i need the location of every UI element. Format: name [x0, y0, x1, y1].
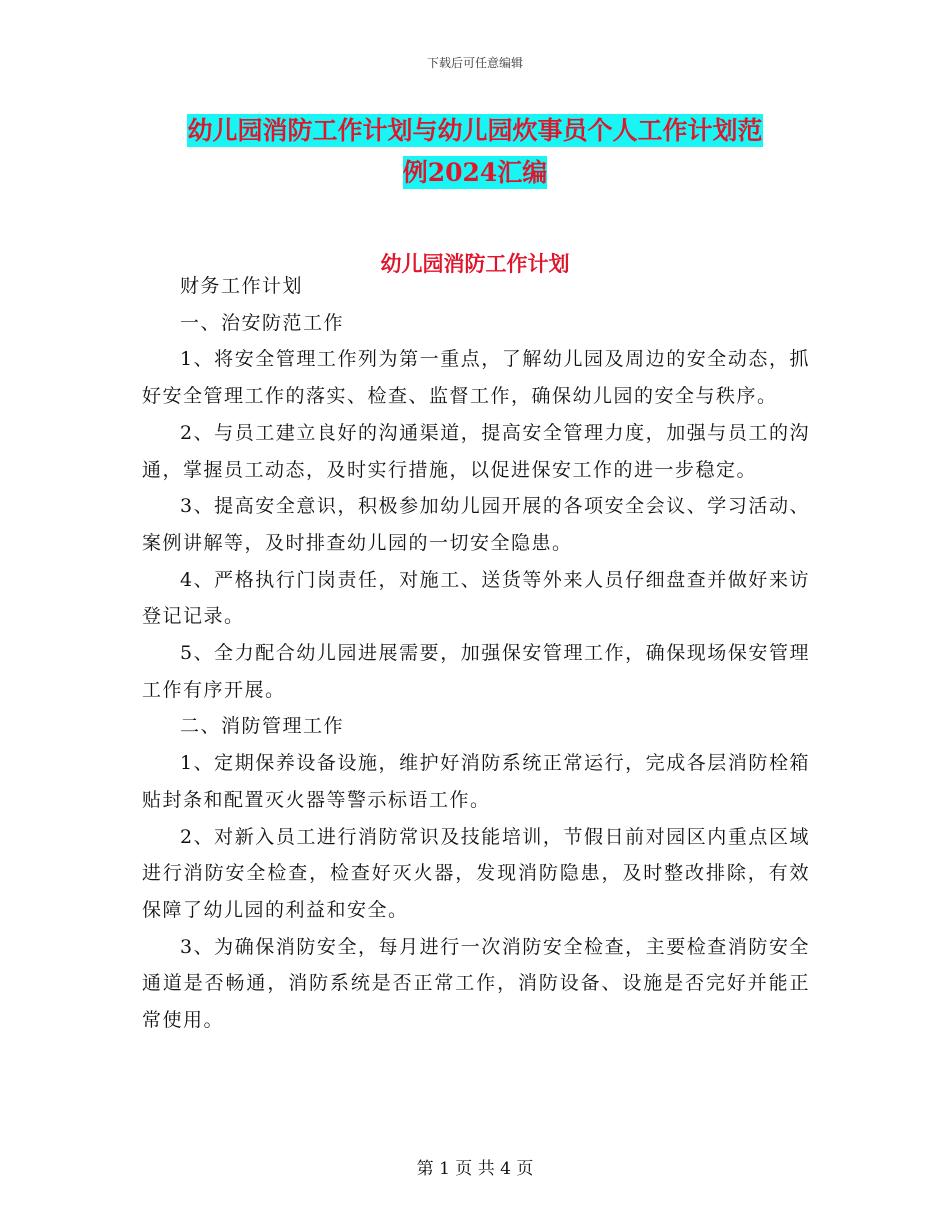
- paragraph: 1、定期保养设备设施，维护好消防系统正常运行，完成各层消防栓箱贴封条和配置灭火器等警示标语工作。: [142, 752, 810, 811]
- title-highlight-1: 幼儿园消防工作计划与幼儿园炊事员个人工作计划范: [187, 116, 763, 145]
- paragraph: 5、全力配合幼儿园进展需要，加强保安管理工作，确保现场保安管理工作有序开展。: [142, 642, 810, 701]
- paragraph: 一、治安防范工作: [180, 311, 345, 334]
- paragraph: 2、与员工建立良好的沟通渠道，提高安全管理力度，加强与员工的沟通，掌握员工动态，及时实行措施，以促进保安工作的进一步稳定。: [142, 421, 810, 481]
- paragraph: 2、对新入员工进行消防常识及技能培训，节假日前对园区内重点区域进行消防安全检查，检查好灭火器，发现消防隐患，及时整改排除，有效保障了幼儿园的利益和安全。: [142, 825, 810, 921]
- title-highlight-2: 例2024汇编: [402, 158, 548, 187]
- paragraph: 财务工作计划: [180, 275, 304, 297]
- paragraph: 3、为确保消防安全，每月进行一次消防安全检查，主要检查消防安全通道是否畅通，消防系统是否正常工作，消防设备、设施是否完好并能正常使用。: [142, 935, 810, 1032]
- section-title: 幼儿园消防工作计划: [380, 251, 570, 276]
- paragraph: 3、提高安全意识，积极参加幼儿园开展的各项安全会议、学习活动、案例讲解等，及时排查幼儿园的一切安全隐患。: [142, 495, 810, 554]
- page-number: 第 1 页 共 4 页: [416, 1159, 534, 1179]
- document-body: [142, 268, 810, 1039]
- paragraph: 1、将安全管理工作列为第一重点，了解幼儿园及周边的安全动态，抓好安全管理工作的落实、检查、监督工作，确保幼儿园的安全与秩序。: [142, 348, 810, 408]
- header-note: 下载后可任意编辑: [426, 56, 523, 70]
- document-title-line-1: [0, 114, 950, 148]
- paragraph: 二、消防管理工作: [180, 715, 345, 738]
- paragraph: 4、严格执行门岗责任，对施工、送货等外来人员仔细盘查并做好来访登记记录。: [142, 568, 810, 628]
- document-title-line-2: [0, 156, 950, 190]
